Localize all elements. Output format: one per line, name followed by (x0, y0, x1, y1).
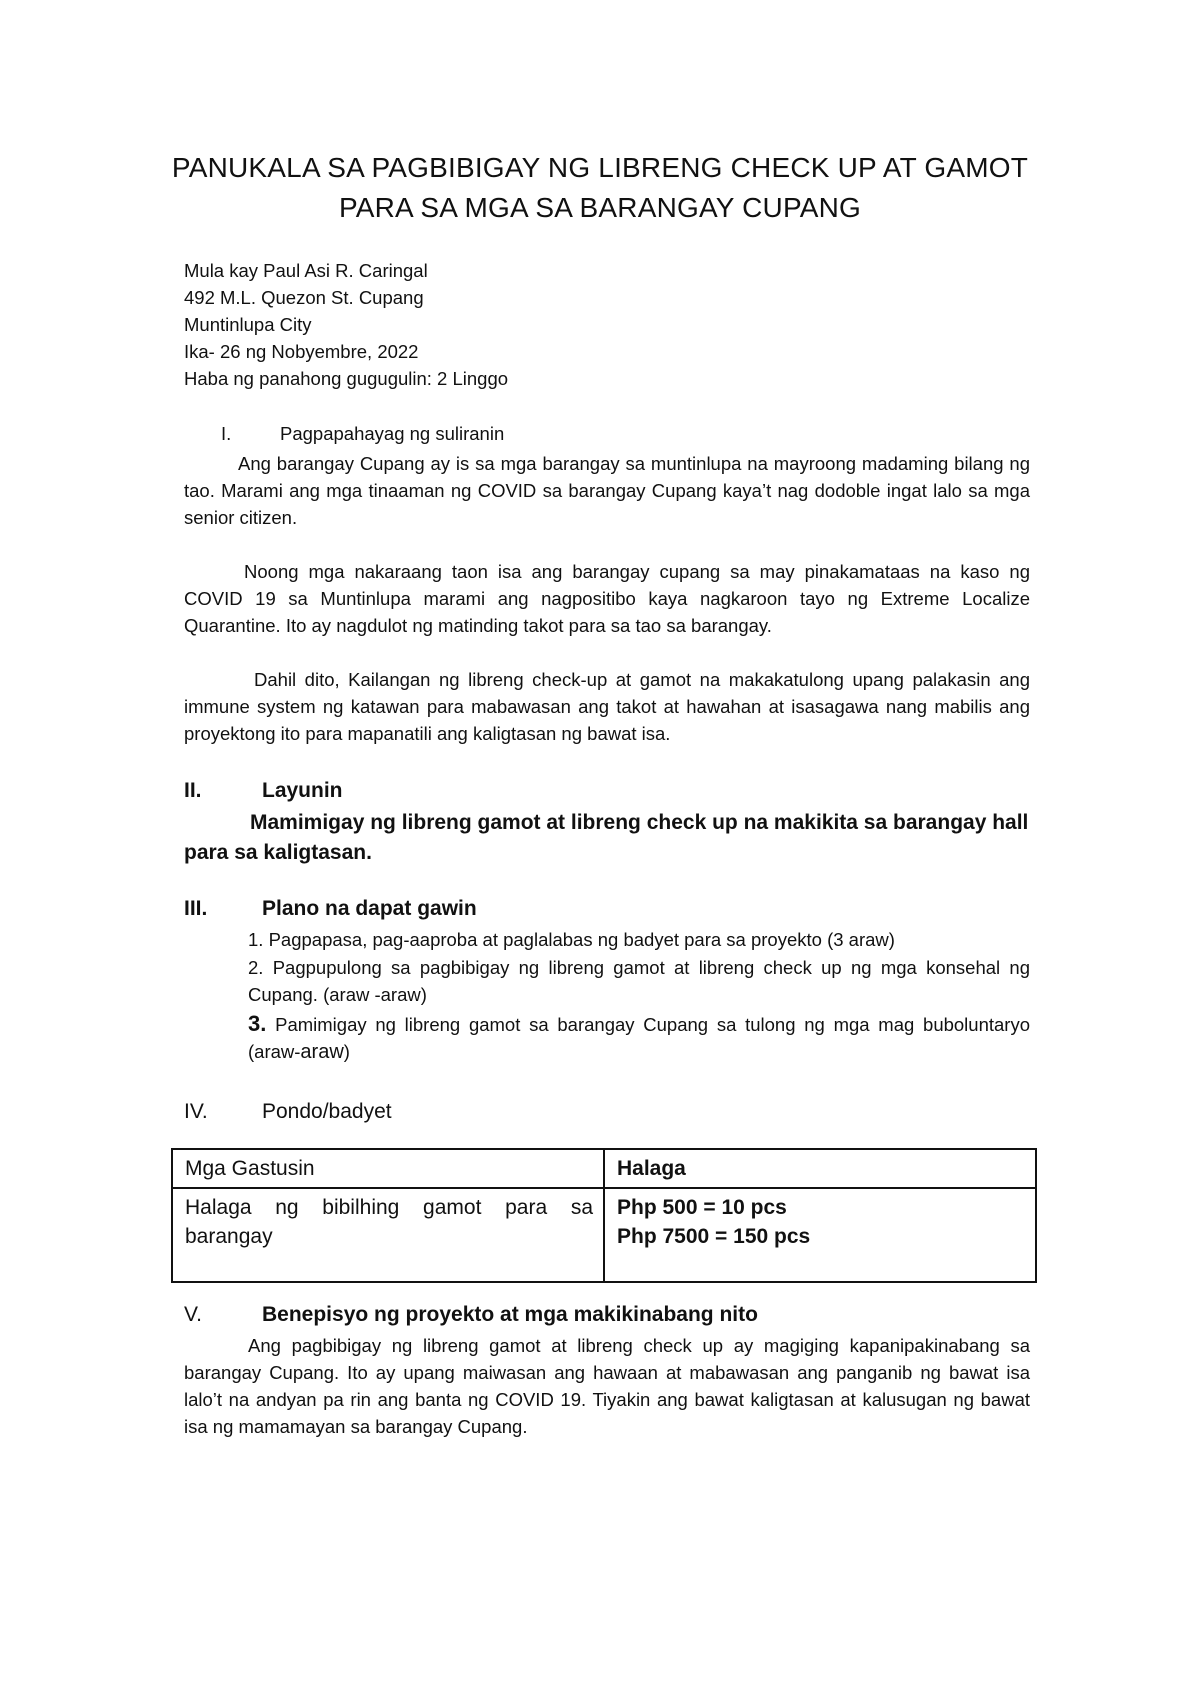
amount-line: Php 7500 = 150 pcs (617, 1225, 811, 1248)
plan-item-number: 1. (248, 929, 264, 950)
section-1-number: I. (221, 423, 232, 444)
section-5-number: V. (184, 1303, 202, 1326)
budget-table (171, 1148, 1037, 1283)
plan-item-text: Pamimigay ng libreng gamot sa barangay Cupang sa tulong ng mga mag buboluntaryo (araw- (248, 1014, 1030, 1062)
plan-item-tail: araw (300, 1041, 344, 1063)
section-1-paragraph-1: Ang barangay Cupang ay is sa mga barangay sa muntinlupa na mayroong madaming bilang ng tao. Marami ang mga tinaaman ng COVID sa barangay Cupang kaya’t nag dodoble ingat lalo sa mga senior citizen. (184, 453, 1030, 528)
table-header-cell: Halaga (604, 1149, 1036, 1188)
plan-item-number: 2. (248, 957, 264, 978)
plan-item-text: Pagpapasa, pag-aaproba at paglalabas ng badyet para sa proyekto (3 araw) (268, 929, 895, 950)
section-3-heading: Plano na dapat gawin (262, 897, 477, 920)
section-1-heading: Pagpapahayag ng suliranin (280, 423, 505, 444)
section-5-text: Ang pagbibigay ng libreng gamot at libreng check up ay magiging kapanipakinabang sa barangay Cupang. Ito ay upang maiwasan ang hawaan at mabawasan ang panganib ng bawat isa lalo’t na andyan pa rin ang banta ng COVID 19. Tiyakin ang bawat kaligtasan at kalusugan ng bawat isa ng mamamayan sa barangay Cupang. (184, 1335, 1030, 1437)
document-title-line-1: PANUKALA SA PAGBIBIGAY NG LIBRENG CHECK UP AT GAMOT (171, 152, 1029, 183)
section-4-heading: Pondo/badyet (262, 1100, 392, 1123)
section-4-number: IV. (184, 1100, 208, 1123)
address-line: 492 M.L. Quezon St. Cupang (184, 287, 424, 308)
document-title-line-2: PARA SA MGA SA BARANGAY CUPANG (338, 192, 862, 223)
plan-item-1 (248, 926, 1030, 953)
section-3-number: III. (184, 897, 208, 920)
section-2-text: Mamimigay ng libreng gamot at libreng check up na makikita sa barangay hall para sa kaligtasan. (184, 811, 1029, 864)
table-row (172, 1188, 1036, 1282)
section-1-paragraph-3: Dahil dito, Kailangan ng libreng check-up at gamot na makakatulong upang palakasin ang immune system ng katawan para mabawasan ang takot at hawahan at isasagawa nang mabilis ang proyektong ito para mapanatili ang kaligtasan ng bawat isa. (184, 669, 1030, 744)
table-header-cell: Mga Gastusin (172, 1149, 604, 1188)
date-line: Ika- 26 ng Nobyembre, 2022 (184, 341, 419, 362)
section-1-paragraph-2: Noong mga nakaraang taon isa ang barangay cupang sa may pinakamataas na kaso ng COVID 19 sa Muntinlupa marami ang nagpositibo kaya nagkaroon tayo ng Extreme Localize Quarantine. Ito ay nagdulot ng matinding takot para sa tao sa barangay. (184, 561, 1030, 636)
table-cell-amount (604, 1188, 1036, 1282)
duration-line: Haba ng panahong gugugulin: 2 Linggo (184, 368, 509, 389)
plan-item-end: ) (343, 1041, 350, 1062)
city-line: Muntinlupa City (184, 314, 312, 335)
section-2-heading: Layunin (262, 779, 343, 802)
from-line: Mula kay Paul Asi R. Caringal (184, 260, 428, 281)
plan-item-text: Pagpupulong sa pagbibigay ng libreng gamot at libreng check up ng mga konsehal ng Cupang. (araw -araw) (248, 957, 1031, 1005)
plan-item-number: 3. (248, 1011, 267, 1036)
plan-item-3 (248, 1010, 1030, 1066)
table-cell-expense: Halaga ng bibilhing gamot para sa barangay (172, 1188, 604, 1282)
table-header-row (172, 1149, 1036, 1188)
section-5-heading: Benepisyo ng proyekto at mga makikinabang nito (262, 1303, 758, 1326)
amount-line: Php 500 = 10 pcs (617, 1196, 787, 1219)
section-2-number: II. (184, 779, 202, 802)
plan-item-2 (248, 954, 1030, 1008)
